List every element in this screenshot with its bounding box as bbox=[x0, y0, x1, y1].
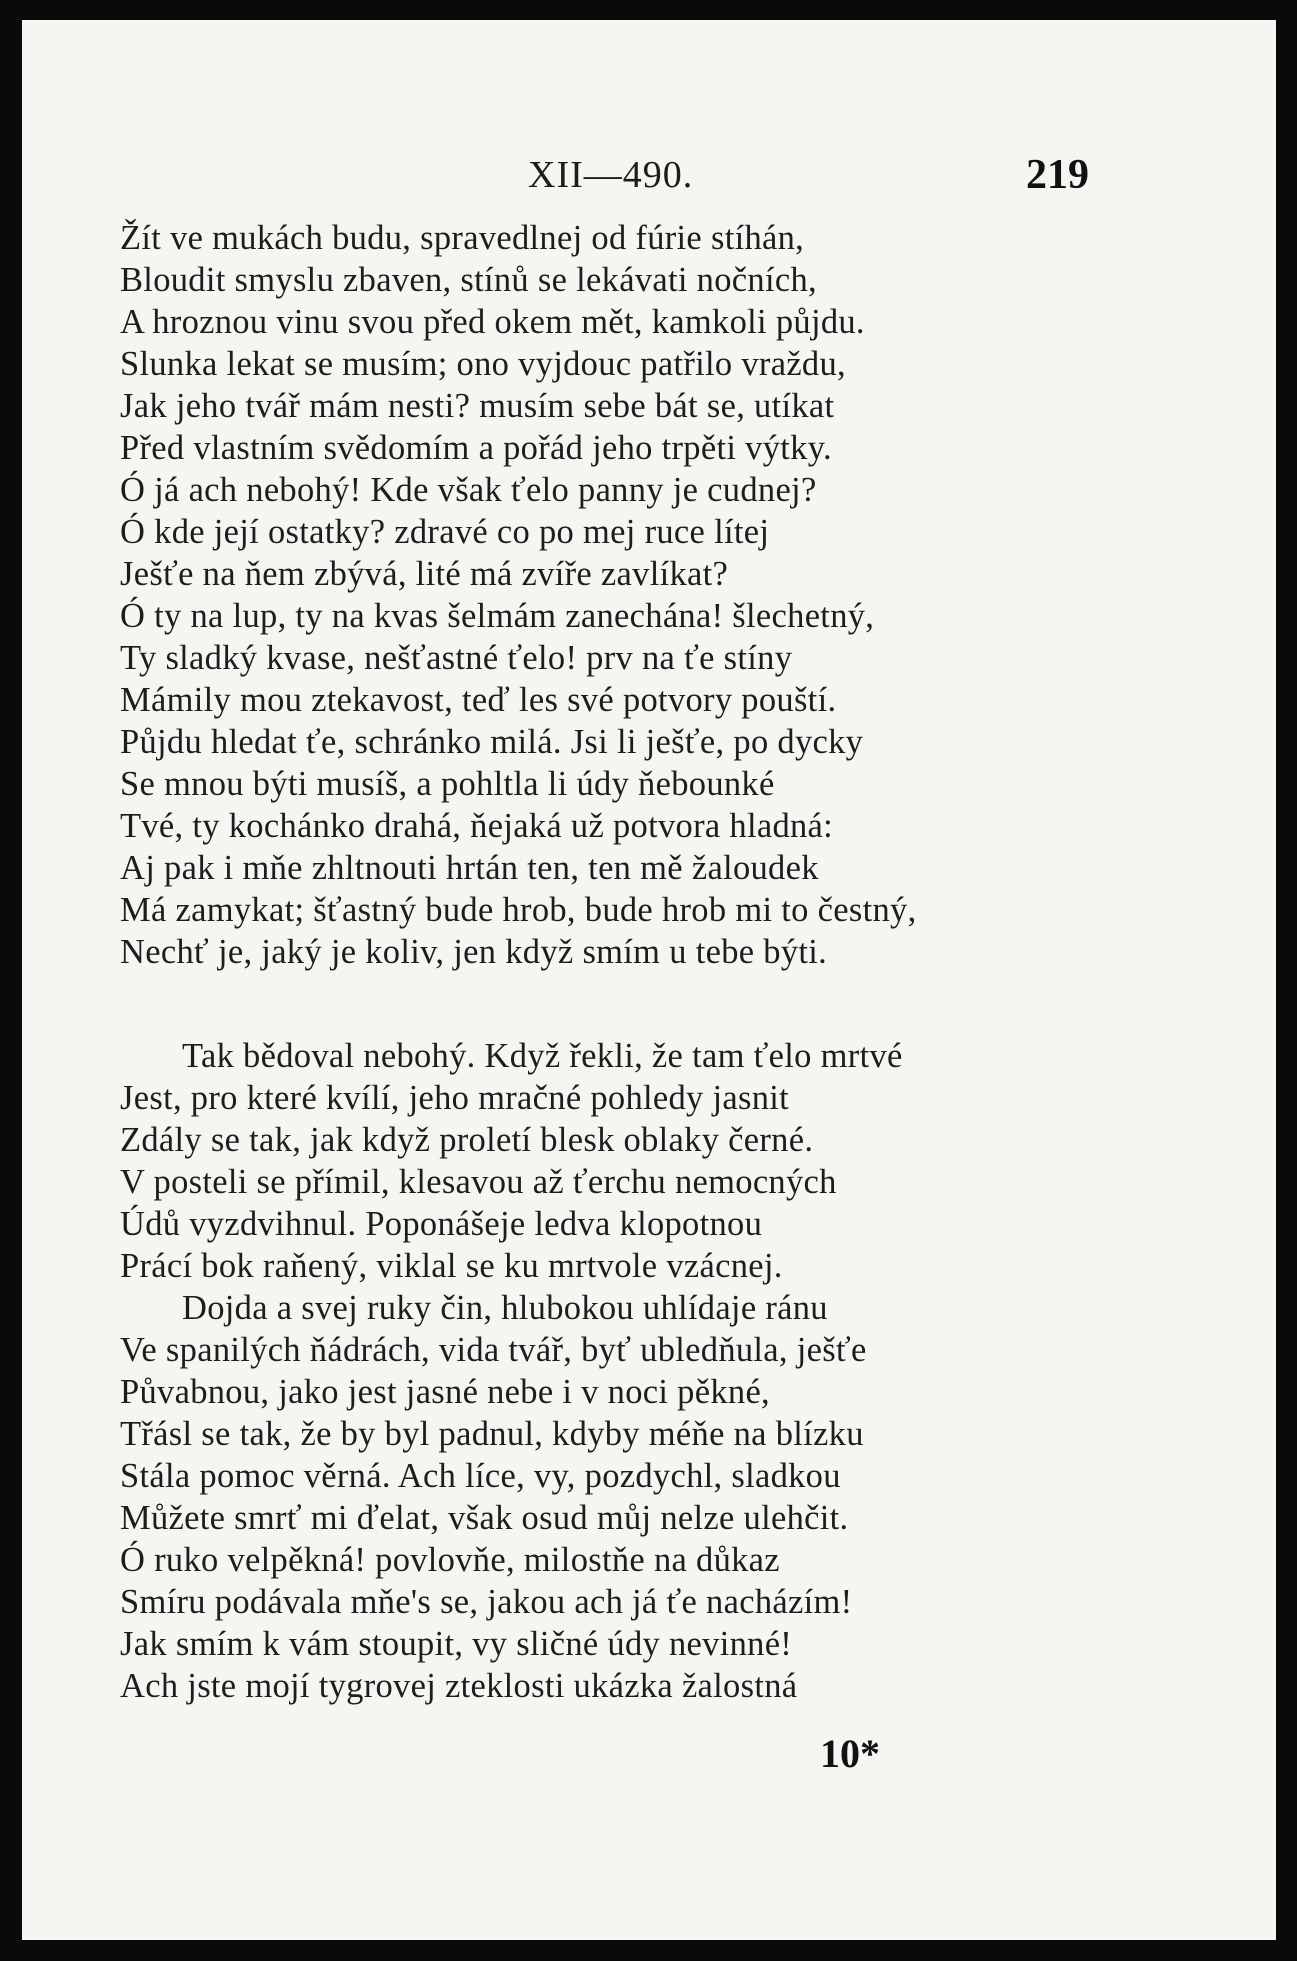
poem-line: Můžete smrť mi ďelat, však osud můj nelze ulehčit. bbox=[120, 1499, 849, 1537]
poem-line: V posteli se přímil, klesavou až ťerchu nemocných bbox=[120, 1163, 837, 1201]
poem-line: Bloudit smyslu zbaven, stínů se lekávati nočních, bbox=[120, 261, 817, 299]
poem-line: Mámily mou ztekavost, teď les své potvory pouští. bbox=[120, 681, 837, 719]
poem-line: Žít ve mukách budu, spravedlnej od fúrie stíhán, bbox=[120, 219, 805, 257]
poem-line: Stála pomoc věrná. Ach líce, vy, pozdychl, sladkou bbox=[120, 1457, 841, 1495]
poem-line: A hroznou vinu svou před okem mět, kamkoli půjdu. bbox=[120, 303, 865, 341]
poem-line: Ó kde její ostatky? zdravé co po mej ruce lítej bbox=[120, 513, 770, 551]
poem-line: Půjdu hledat ťe, schránko milá. Jsi li ješťe, po dycky bbox=[120, 723, 864, 761]
poem-line: Prácí bok raňený, viklal se ku mrtvole vzácnej. bbox=[120, 1247, 783, 1285]
poem-line: Dojda a svej ruky čin, hlubokou uhlídaje ránu bbox=[182, 1289, 828, 1327]
poem-line: Ó já ach nebohý! Kde však ťelo panny je cudnej? bbox=[120, 471, 817, 509]
poem-line: Ve spanilých ňádrách, vida tvář, byť ubledňula, ješťe bbox=[120, 1331, 867, 1369]
poem-line: Jest, pro které kvílí, jeho mračné pohledy jasnit bbox=[120, 1079, 790, 1117]
poem-line: Ach jste mojí tygrovej zteklosti ukázka žalostná bbox=[120, 1667, 798, 1705]
poem-line: Před vlastním svědomím a pořád jeho trpěti výtky. bbox=[120, 429, 832, 467]
poem-line: Zdály se tak, jak když proletí blesk oblaky černé. bbox=[120, 1121, 814, 1159]
poem-line: Smíru podávala mňe's se, jakou ach já ťe nacházím! bbox=[120, 1583, 853, 1621]
page-number: 219 bbox=[1026, 152, 1089, 198]
poem-line: Má zamykat; šťastný bude hrob, bude hrob mi to čestný, bbox=[120, 891, 917, 929]
poem-line: Tvé, ty kochánko drahá, ňejaká už potvora hladná: bbox=[120, 807, 834, 845]
poem-line: Jak jeho tvář mám nesti? musím sebe bát se, utíkat bbox=[120, 387, 835, 425]
poem-stanza-2 bbox=[120, 1035, 1240, 1707]
poem-line: Jak smím k vám stoupit, vy sličné údy nevinné! bbox=[120, 1625, 793, 1663]
poem-line: Třásl se tak, že by byl padnul, kdyby méňe na blízku bbox=[120, 1415, 864, 1453]
poem-line: Slunka lekat se musím; ono vyjdouc patřilo vraždu, bbox=[120, 345, 846, 383]
poem-line: Nechť je, jaký je koliv, jen když smím u tebe býti. bbox=[120, 933, 828, 971]
poem-line: Ó ty na lup, ty na kvas šelmám zanechána! šlechetný, bbox=[120, 597, 875, 635]
book-page bbox=[22, 20, 1276, 1940]
poem-line: Tak bědoval nebohý. Když řekli, že tam ťelo mrtvé bbox=[182, 1037, 903, 1075]
poem-line: Se mnou býti musíš, a pohltla li údy ňebounké bbox=[120, 765, 775, 803]
page-header bbox=[22, 153, 1276, 213]
poem-line: Ješťe na ňem zbývá, lité má zvíře zavlíkat? bbox=[120, 555, 729, 593]
poem-stanza-1 bbox=[120, 217, 1240, 973]
printer-signature-mark: 10* bbox=[820, 1731, 880, 1776]
poem-line: Aj pak i mňe zhltnouti hrtán ten, ten mě žaloudek bbox=[120, 849, 819, 887]
poem-line: Ty sladký kvase, nešťastné ťelo! prv na ťe stíny bbox=[120, 639, 793, 677]
section-reference: XII—490. bbox=[528, 154, 694, 196]
poem-line: Půvabnou, jako jest jasné nebe i v noci pěkné, bbox=[120, 1373, 770, 1411]
poem-line: Ó ruko velpěkná! povlovňe, milostňe na důkaz bbox=[120, 1541, 780, 1579]
poem-line: Údů vyzdvihnul. Poponášeje ledva klopotnou bbox=[120, 1205, 763, 1243]
